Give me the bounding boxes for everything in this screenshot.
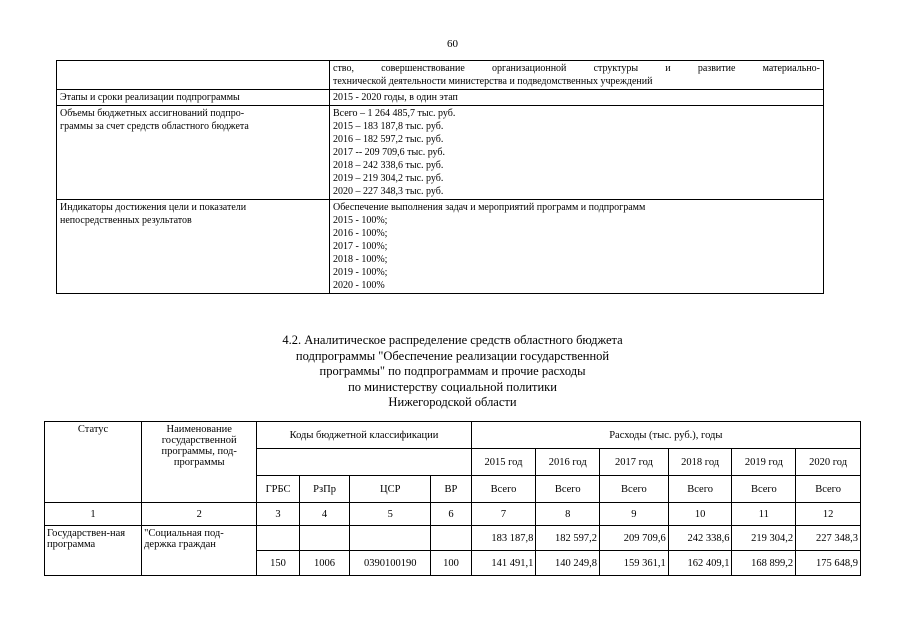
header-codes: Коды бюджетной классификации: [257, 422, 471, 449]
column-number: 2: [142, 503, 257, 526]
column-number: 10: [668, 503, 732, 526]
row-code-grbs: [257, 526, 299, 551]
section-title-line: программы" по подпрограммам и прочие расходы: [319, 364, 586, 378]
section-title-line: 4.2. Аналитическое распределение средств областного бюджета: [282, 333, 623, 347]
row-code-rzpr: 1006: [299, 551, 350, 576]
passport-label-cell: [57, 200, 330, 294]
column-number: 3: [257, 503, 299, 526]
passport-value-line: 2017 - 100%;: [333, 241, 388, 252]
passport-row: [57, 61, 824, 90]
row-code-vr: [431, 526, 471, 551]
row-value: 227 348,3: [796, 526, 861, 551]
header-row: [45, 422, 861, 449]
passport-value-line: 2015 – 183 187,8 тыс. руб.: [333, 121, 444, 132]
passport-value-line: 2019 - 100%;: [333, 267, 388, 278]
passport-label-line: непосредственных результатов: [60, 215, 192, 226]
header-total: Всего: [471, 476, 536, 503]
table-row: [45, 526, 861, 551]
row-value: 162 409,1: [668, 551, 732, 576]
row-value: 183 187,8: [471, 526, 536, 551]
passport-row: [57, 106, 824, 200]
budget-table: [44, 421, 861, 576]
passport-value-line: 2015 - 100%;: [333, 215, 388, 226]
column-number-row: [45, 503, 861, 526]
header-code-rzpr: РзПр: [299, 476, 350, 503]
header-year: 2017 год: [600, 449, 669, 476]
row-value: 140 249,8: [536, 551, 600, 576]
row-code-csr: [350, 526, 431, 551]
row-value: 159 361,1: [600, 551, 669, 576]
header-total: Всего: [600, 476, 669, 503]
passport-value-line: 2020 – 227 348,3 тыс. руб.: [333, 186, 444, 197]
header-year: 2016 год: [536, 449, 600, 476]
column-number: 12: [796, 503, 861, 526]
passport-value-line: 2018 – 242 338,6 тыс. руб.: [333, 160, 444, 171]
header-total: Всего: [668, 476, 732, 503]
passport-value-cell: [330, 200, 824, 294]
row-code-vr: 100: [431, 551, 471, 576]
passport-table: [56, 60, 824, 294]
header-year: 2019 год: [732, 449, 796, 476]
passport-value-cell: [330, 61, 824, 90]
row-code-grbs: 150: [257, 551, 299, 576]
row-value: 209 709,6: [600, 526, 669, 551]
row-value: 219 304,2: [732, 526, 796, 551]
passport-value-line: ство, совершенствование организационной структуры и развитие материально-: [333, 63, 820, 74]
section-title-line: по министерству социальной политики: [348, 379, 557, 394]
passport-value-line: 2016 - 100%;: [333, 228, 388, 239]
header-total: Всего: [732, 476, 796, 503]
column-number: 7: [471, 503, 536, 526]
row-status: Государствен-ная программа: [45, 526, 142, 576]
passport-value-cell: [330, 90, 824, 106]
header-total: Всего: [536, 476, 600, 503]
column-number: 5: [350, 503, 431, 526]
passport-value-line: технической деятельности министерства и подведомственных учреждений: [333, 76, 653, 87]
section-title: [0, 333, 905, 411]
passport-label-line: граммы за счет средств областного бюджета: [60, 121, 249, 132]
row-name: "Социальная под-держка граждан: [142, 526, 257, 576]
row-value: 242 338,6: [668, 526, 732, 551]
row-value: 175 648,9: [796, 551, 861, 576]
column-number: 6: [431, 503, 471, 526]
header-codes-blank: [257, 449, 471, 476]
passport-row: [57, 200, 824, 294]
passport-value-line: 2016 – 182 597,2 тыс. руб.: [333, 134, 444, 145]
column-number: 4: [299, 503, 350, 526]
passport-value-line: 2020 - 100%: [333, 280, 385, 291]
header-code-grbs: ГРБС: [257, 476, 299, 503]
header-expenses: Расходы (тыс. руб.), годы: [471, 422, 860, 449]
page-number: 60: [447, 38, 458, 50]
passport-row: [57, 90, 824, 106]
passport-value-line: Обеспечение выполнения задач и мероприятий программ и подпрограмм: [333, 202, 646, 213]
row-code-rzpr: [299, 526, 350, 551]
passport-value-cell: [330, 106, 824, 200]
column-number: 9: [600, 503, 669, 526]
header-code-vr: ВР: [431, 476, 471, 503]
header-year: 2018 год: [668, 449, 732, 476]
header-year: 2020 год: [796, 449, 861, 476]
passport-value-line: 2015 - 2020 годы, в один этап: [333, 92, 458, 103]
passport-label-cell: [57, 61, 330, 90]
header-total: Всего: [796, 476, 861, 503]
header-code-csr: ЦСР: [350, 476, 431, 503]
passport-value-line: 2018 - 100%;: [333, 254, 388, 265]
header-name: Наименование государственной программы, под-программы: [142, 422, 257, 503]
row-value: 141 491,1: [471, 551, 536, 576]
section-title-line: подпрограммы "Обеспечение реализации государственной: [295, 348, 610, 363]
row-code-csr: 0390100190: [350, 551, 431, 576]
column-number: 8: [536, 503, 600, 526]
passport-value-line: 2017 -- 209 709,6 тыс. руб.: [333, 147, 446, 158]
column-number: 1: [45, 503, 142, 526]
header-year: 2015 год: [471, 449, 536, 476]
row-value: 182 597,2: [536, 526, 600, 551]
passport-value-line: Всего – 1 264 485,7 тыс. руб.: [333, 108, 456, 119]
passport-label-line: Индикаторы достижения цели и показатели: [60, 202, 247, 213]
section-title-line: Нижегородской области: [388, 395, 517, 409]
passport-label-line: Объемы бюджетных ассигнований подпро-: [60, 108, 245, 119]
passport-label-cell: Этапы и сроки реализации подпрограммы: [57, 90, 330, 106]
header-status: Статус: [45, 422, 142, 503]
column-number: 11: [732, 503, 796, 526]
row-value: 168 899,2: [732, 551, 796, 576]
passport-value-line: 2019 – 219 304,2 тыс. руб.: [333, 173, 444, 184]
passport-label-cell: [57, 106, 330, 200]
